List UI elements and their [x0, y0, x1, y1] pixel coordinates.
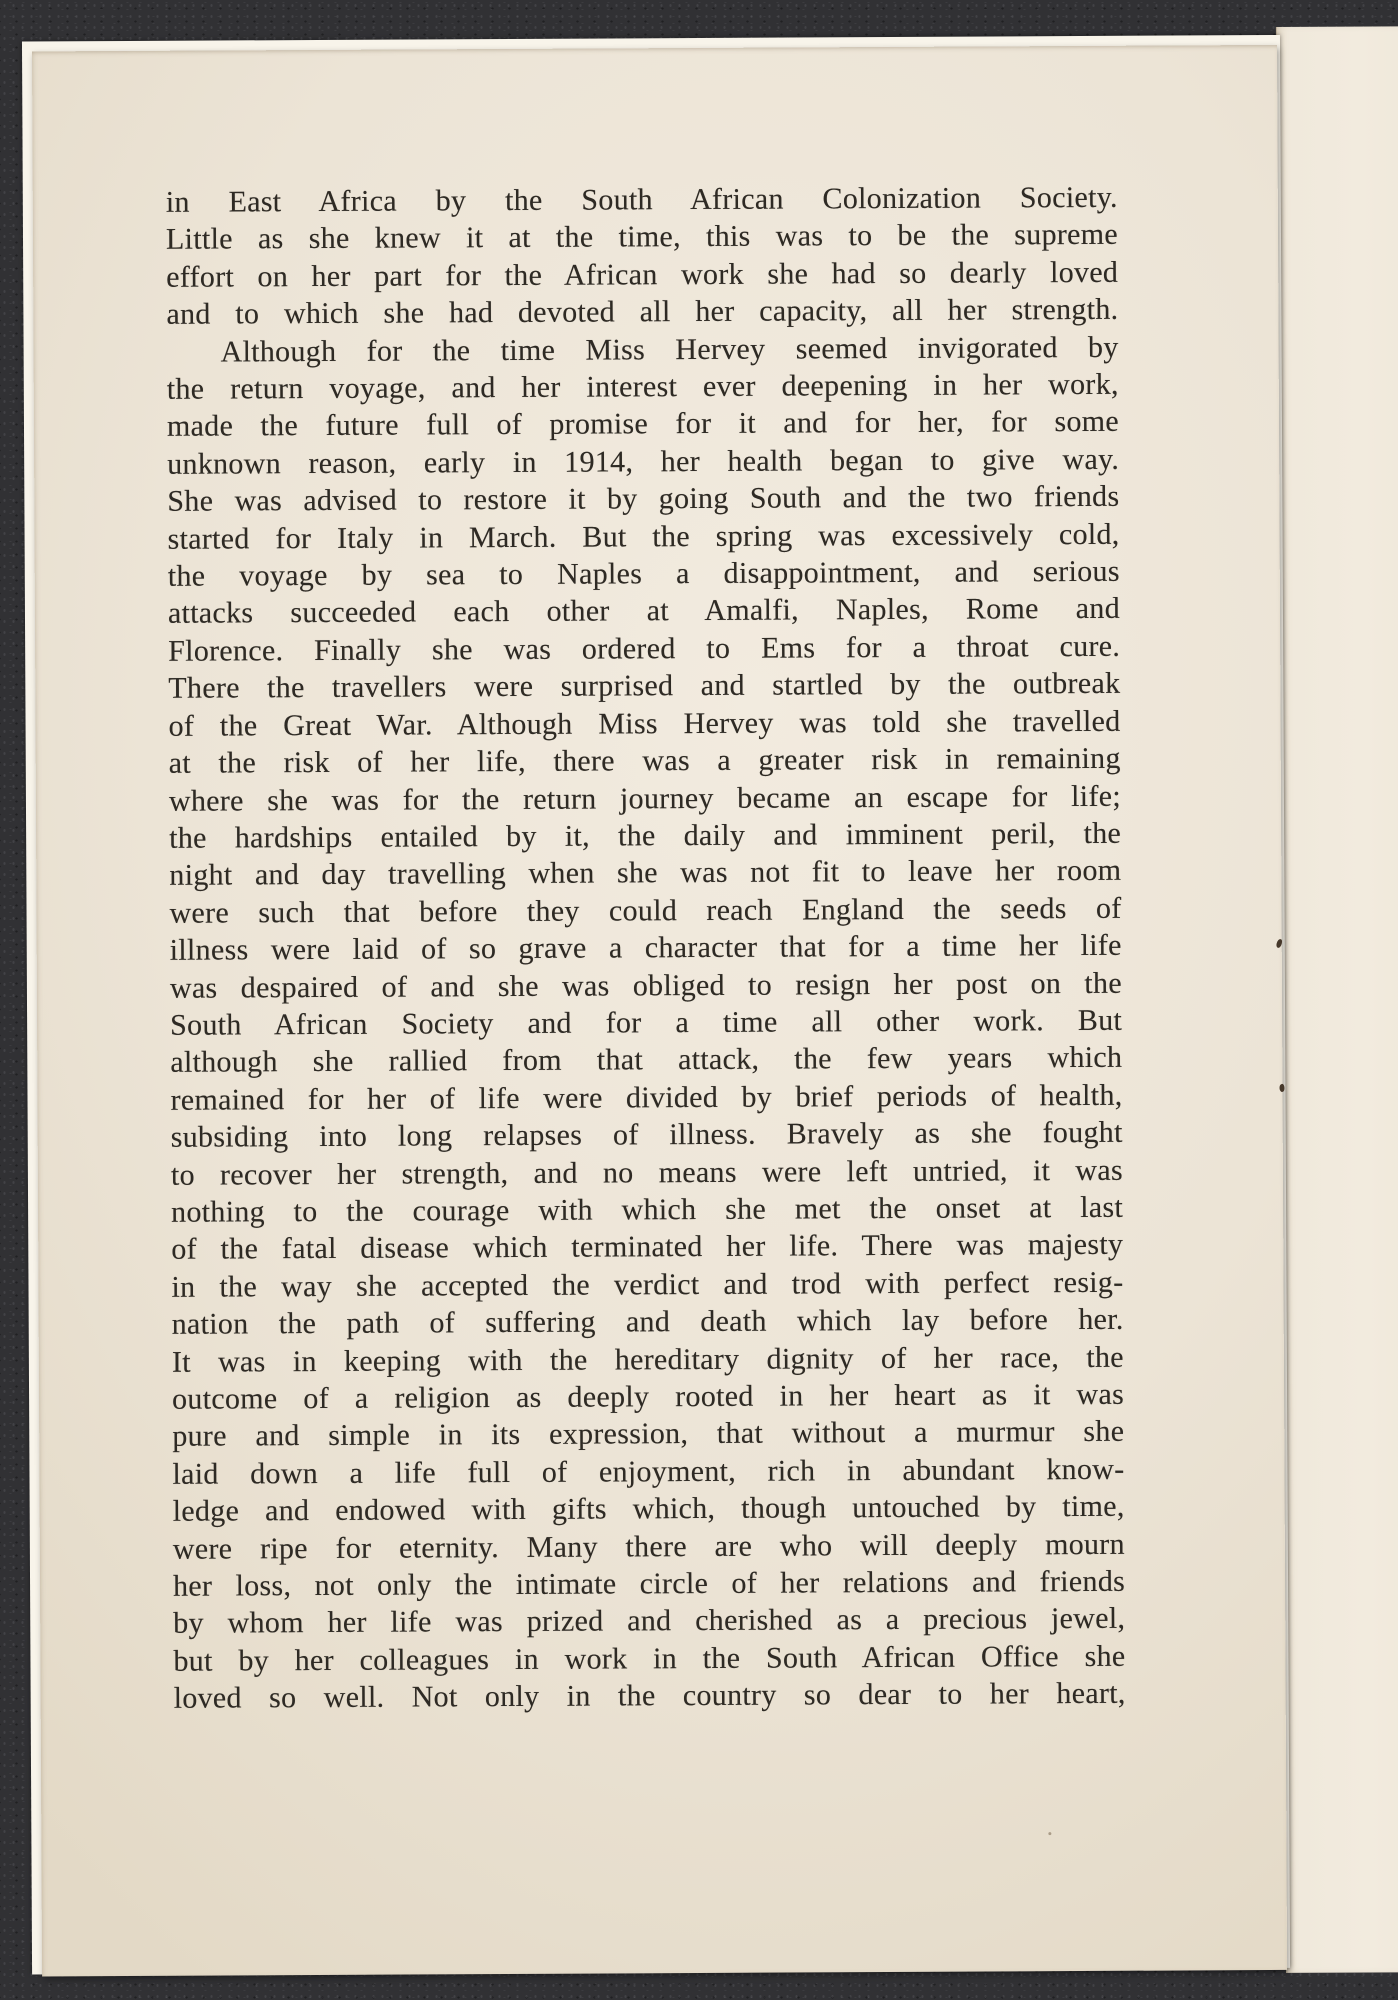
text-line: where she was for the return journey became an escape for life;	[168, 779, 1122, 818]
ink-speck	[1276, 938, 1283, 948]
paragraph	[167, 328, 1126, 1717]
text-line: remained for her of life were divided by brief periods of health,	[170, 1078, 1123, 1117]
text-line: unknown reason, early in 1914, her health began to give way.	[167, 442, 1120, 481]
text-line: the return voyage, and her interest ever deepening in her work,	[166, 367, 1119, 406]
text-line: the hardships entailed by it, the daily and imminent peril, the	[169, 816, 1122, 855]
ink-speck	[1048, 1832, 1051, 1835]
text-line: by whom her life was prized and cherished as a precious jewel,	[173, 1602, 1126, 1641]
text-line: started for Italy in March. But the spring was excessively cold,	[167, 517, 1120, 556]
text-line: effort on her part for the African work she had so dearly loved	[166, 255, 1119, 294]
text-line: pure and simple in its expression, that without a murmur she	[172, 1415, 1125, 1454]
text-line: nation the path of suffering and death which lay before her.	[171, 1302, 1124, 1341]
text-line: in the way she accepted the verdict and trod with perfect resig-	[171, 1265, 1124, 1304]
text-line: the voyage by sea to Naples a disappointment, and serious	[167, 554, 1120, 593]
text-line: her loss, not only the intimate circle of her relations and friends	[172, 1564, 1126, 1603]
text-line: Florence. Finally she was ordered to Ems for a throat cure.	[168, 629, 1121, 668]
text-line: of the fatal disease which terminated her life. There was majesty	[171, 1228, 1124, 1267]
text-line: although she rallied from that attack, the few years which	[170, 1041, 1123, 1080]
text-line: Little as she knew it at the time, this was to be the supreme	[165, 218, 1119, 257]
paragraph	[166, 179, 1119, 334]
next-page-edge	[1276, 26, 1398, 1973]
text-line: of the Great War. Although Miss Hervey was told she travelled	[168, 704, 1121, 743]
text-line: was despaired of and she was obliged to resign her post on the	[169, 966, 1123, 1005]
text-line: but by her colleagues in work in the South African Office she	[173, 1639, 1126, 1678]
text-line: laid down a life full of enjoyment, rich in abundant know-	[172, 1452, 1125, 1491]
text-line: It was in keeping with the hereditary dignity of her race, the	[171, 1340, 1124, 1379]
text-line: made the future full of promise for it and for her, for some	[166, 405, 1120, 444]
text-line: to recover her strength, and no means were left untried, it was	[170, 1153, 1123, 1192]
text-line: were such that before they could reach England the seeds of	[169, 891, 1122, 930]
text-line: Although for the time Miss Hervey seemed invigorated by	[220, 330, 1119, 369]
text-line: illness were laid of so grave a character that for a time her life	[169, 928, 1122, 967]
book-page	[32, 45, 1287, 1976]
text-line: She was advised to restore it by going South and the two friends	[167, 480, 1120, 519]
text-line: and to which she had devoted all her capacity, all her strength.	[166, 293, 1119, 331]
text-line: in East Africa by the South African Colonization Society.	[165, 180, 1118, 219]
text-line: attacks succeeded each other at Amalfi, Naples, Rome and	[167, 592, 1121, 631]
text-line: outcome of a religion as deeply rooted in her heart as it was	[171, 1377, 1125, 1416]
text-line: night and day travelling when she was not fit to leave her room	[169, 854, 1122, 893]
text-line: subsiding into long relapses of illness. Bravely as she fought	[170, 1115, 1123, 1154]
text-line: loved so well. Not only in the country so dear to her heart,	[173, 1677, 1126, 1716]
text-line: at the risk of her life, there was a greater risk in remaining	[168, 741, 1121, 780]
page-text	[166, 179, 1126, 1718]
text-line: There the travellers were surprised and startled by the outbreak	[168, 667, 1121, 706]
text-line: nothing to the courage with which she met the onset at last	[171, 1190, 1124, 1229]
text-line: ledge and endowed with gifts which, though untouched by time,	[172, 1489, 1125, 1528]
text-line: South African Society and for a time all other work. But	[170, 1003, 1123, 1042]
text-line: were ripe for eternity. Many there are who will deeply mourn	[172, 1527, 1125, 1566]
